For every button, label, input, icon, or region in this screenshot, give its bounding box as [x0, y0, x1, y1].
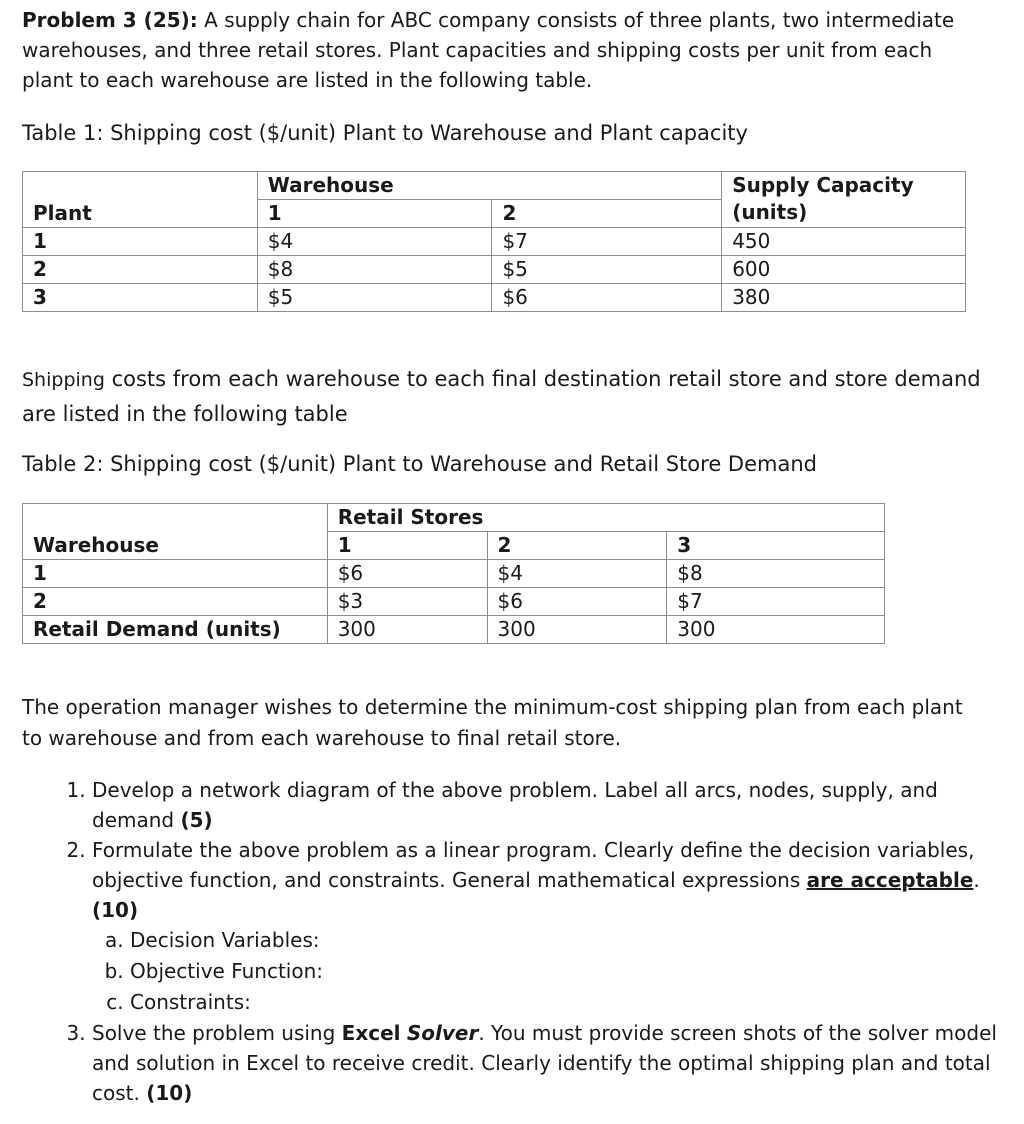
question-list [52, 775, 1012, 1108]
table1-corner [23, 172, 258, 200]
cost-cell: $7 [667, 588, 885, 616]
table2-header-filler [667, 504, 885, 532]
table-row [23, 256, 966, 284]
warehouse-label: 2 [23, 588, 328, 616]
supply-cell: 450 [722, 228, 966, 256]
sub-item: a. Decision Variables: [130, 925, 1012, 956]
question-2-sublist [92, 925, 1012, 1018]
table1-group-header: Warehouse [257, 172, 721, 200]
sub-item: c. Constraints: [130, 987, 1012, 1018]
table2-col: 2 [487, 532, 667, 560]
supply-cell: 380 [722, 284, 966, 312]
table2-col: 3 [667, 532, 885, 560]
supply-cell: 600 [722, 256, 966, 284]
table1-col2: 2 [492, 200, 722, 228]
question-2-points: (10) [92, 898, 139, 922]
demand-label: Retail Demand (units) [23, 616, 328, 644]
question-3-text: . You must provide screen shots of the solver model and solution in Excel to receive credit. Clearly identify the optimal shipping plan and total cost. [92, 1021, 997, 1105]
question-2-after: . [973, 868, 980, 892]
question-3-points: (10) [146, 1081, 193, 1105]
question-1 [92, 775, 1012, 835]
question-3-excel: Excel [341, 1021, 401, 1045]
table2 [22, 503, 885, 644]
problem-heading: Problem 3 (25): [22, 8, 198, 32]
cost-cell: $6 [487, 588, 667, 616]
table-row [23, 284, 966, 312]
cost-cell: $3 [327, 588, 487, 616]
demand-cell: 300 [667, 616, 885, 644]
demand-cell: 300 [327, 616, 487, 644]
question-3 [92, 1018, 1012, 1108]
table2-corner [23, 504, 328, 532]
paragraph-2 [22, 362, 982, 431]
cost-cell: $4 [257, 228, 492, 256]
cost-cell: $6 [327, 560, 487, 588]
table2-row-header: Warehouse [23, 532, 328, 560]
paragraph-3: The operation manager wishes to determine the minimum-cost shipping plan from each plant to warehouse and from each warehouse to final retail store. [22, 695, 963, 750]
question-2-text: Formulate the above problem as a linear program. Clearly define the decision variables, objective function, and constraints. General mathematical expressions [92, 838, 975, 892]
cost-cell: $4 [487, 560, 667, 588]
problem-intro [22, 5, 982, 95]
table-row [23, 228, 966, 256]
paragraph-2-rest: costs from each warehouse to each final destination retail store and store demand are listed in the following table [22, 367, 981, 426]
table1-col1: 1 [257, 200, 492, 228]
table2-col: 1 [327, 532, 487, 560]
table-row [23, 616, 885, 644]
table2-subheader-row [23, 532, 885, 560]
table1-row-header: Plant [23, 200, 258, 228]
plant-label: 3 [23, 284, 258, 312]
table1-caption: Table 1: Shipping cost ($/unit) Plant to Warehouse and Plant capacity [22, 121, 748, 145]
plant-label: 2 [23, 256, 258, 284]
table1-header-row [23, 172, 966, 200]
problem-intro-text: A supply chain for ABC company consists of three plants, two intermediate warehouses, and three retail stores. Plant capacities and shipping costs per unit from each plant to each warehouse are listed in the following table. [22, 8, 955, 92]
cost-cell: $5 [492, 256, 722, 284]
table2-header-row [23, 504, 885, 532]
question-1-text: Develop a network diagram of the above problem. Label all arcs, nodes, supply, and demand [92, 778, 938, 832]
question-3-solver: Solver [406, 1021, 479, 1045]
question-3-pre: Solve the problem using [92, 1021, 342, 1045]
question-1-points: (5) [180, 808, 213, 832]
table-row [23, 560, 885, 588]
cost-cell: $8 [667, 560, 885, 588]
table2-caption: Table 2: Shipping cost ($/unit) Plant to Warehouse and Retail Store Demand [22, 452, 817, 476]
paragraph-2-first: Shipping [22, 369, 105, 391]
table1 [22, 171, 966, 312]
sub-item: b. Objective Function: [130, 956, 1012, 987]
warehouse-label: 1 [23, 560, 328, 588]
demand-cell: 300 [487, 616, 667, 644]
question-2 [92, 835, 1012, 1018]
table-row [23, 588, 885, 616]
cost-cell: $7 [492, 228, 722, 256]
table1-supply-header: Supply Capacity (units) [722, 172, 966, 228]
table2-group-header: Retail Stores [327, 504, 667, 532]
cost-cell: $6 [492, 284, 722, 312]
cost-cell: $5 [257, 284, 492, 312]
cost-cell: $8 [257, 256, 492, 284]
plant-label: 1 [23, 228, 258, 256]
question-2-underlined: are acceptable [806, 868, 974, 892]
